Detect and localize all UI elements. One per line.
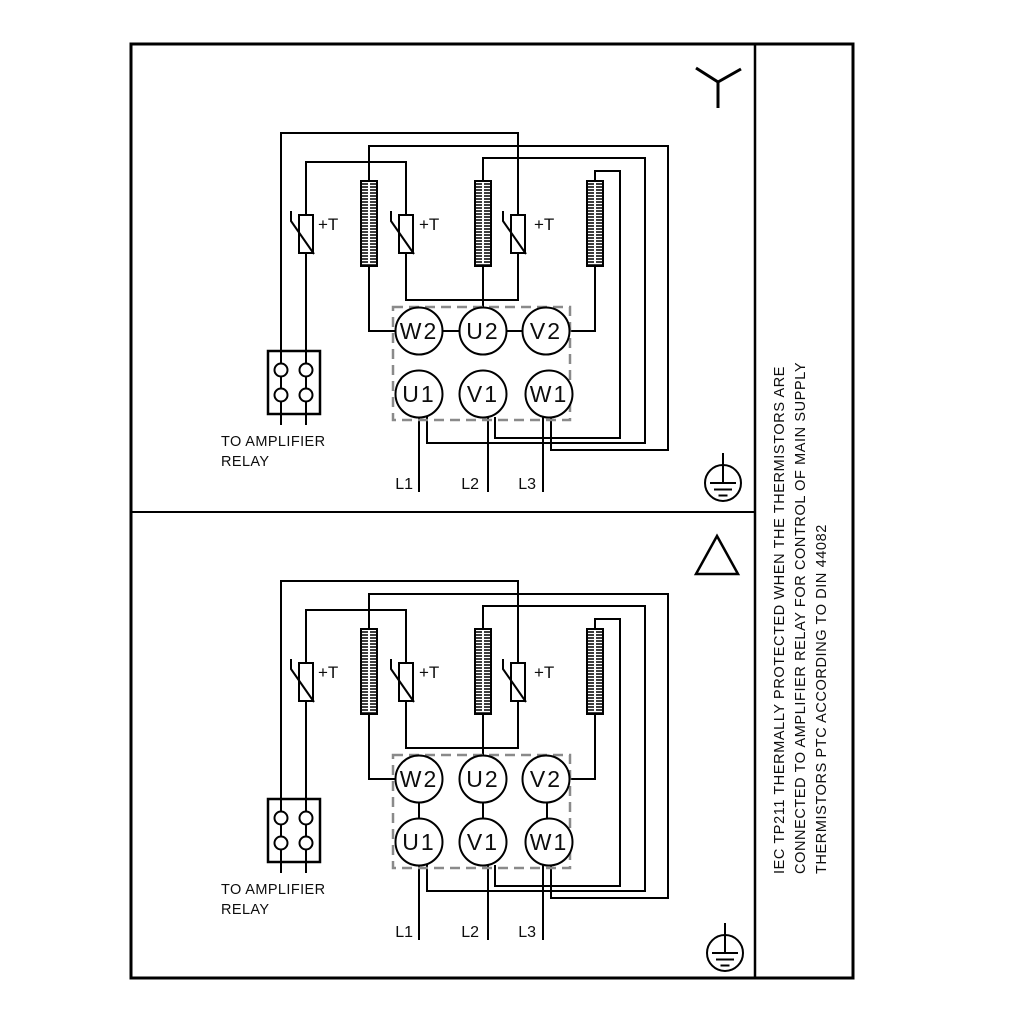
thermistor1-label: +T	[318, 215, 339, 234]
earth-ground-icon	[707, 923, 743, 971]
relay-caption-line1: TO AMPLIFIER	[221, 882, 326, 898]
note-line-2: CONNECTED TO AMPLIFIER RELAY FOR CONTROL OF MAIN SUPPLY	[793, 361, 809, 874]
terminal-label-u2: U2	[466, 318, 500, 344]
terminal-label-w2: W2	[399, 766, 439, 792]
supply-label-l3: L3	[518, 924, 536, 941]
side-note-column	[772, 362, 830, 874]
supply-label-l3: L3	[518, 476, 536, 493]
supply-label-l2: L2	[461, 924, 479, 941]
thermistor2-label: +T	[419, 663, 440, 682]
relay-caption-line1: TO AMPLIFIER	[221, 434, 326, 450]
thermistor1-label: +T	[318, 663, 339, 682]
terminal-label-w1: W1	[529, 381, 569, 407]
supply-label-l1: L1	[395, 924, 413, 941]
supply-label-l2: L2	[461, 476, 479, 493]
terminal-label-v2: V2	[529, 318, 563, 344]
star-connection-panel	[221, 68, 741, 501]
terminal-label-w2: W2	[399, 318, 439, 344]
thermistor3-label: +T	[534, 663, 555, 682]
note-line-1: IEC TP211 THERMALLY PROTECTED WHEN THE THERMISTORS ARE	[772, 365, 788, 874]
delta-connection-panel	[221, 536, 743, 971]
terminal-label-u2: U2	[466, 766, 500, 792]
terminal-label-v1: V1	[466, 381, 500, 407]
delta-connection-icon	[696, 536, 738, 574]
note-line-3: THERMISTORS PTC ACCORDING TO DIN 44082	[814, 524, 830, 874]
terminal-label-u1: U1	[402, 829, 436, 855]
earth-ground-icon	[705, 453, 741, 501]
star-connection-icon	[696, 68, 741, 108]
thermistor3-label: +T	[534, 215, 555, 234]
terminal-label-w1: W1	[529, 829, 569, 855]
star-panel-labels	[221, 215, 568, 493]
star-panel-circuit	[268, 133, 668, 492]
supply-label-l1: L1	[395, 476, 413, 493]
terminal-label-u1: U1	[402, 381, 436, 407]
delta-panel-labels	[221, 663, 568, 941]
delta-jumpers	[419, 802, 547, 819]
delta-panel-circuit	[268, 581, 668, 940]
thermistor2-label: +T	[419, 215, 440, 234]
terminal-label-v1: V1	[466, 829, 500, 855]
relay-caption-line2: RELAY	[221, 902, 270, 918]
relay-caption-line2: RELAY	[221, 454, 270, 470]
terminal-label-v2: V2	[529, 766, 563, 792]
